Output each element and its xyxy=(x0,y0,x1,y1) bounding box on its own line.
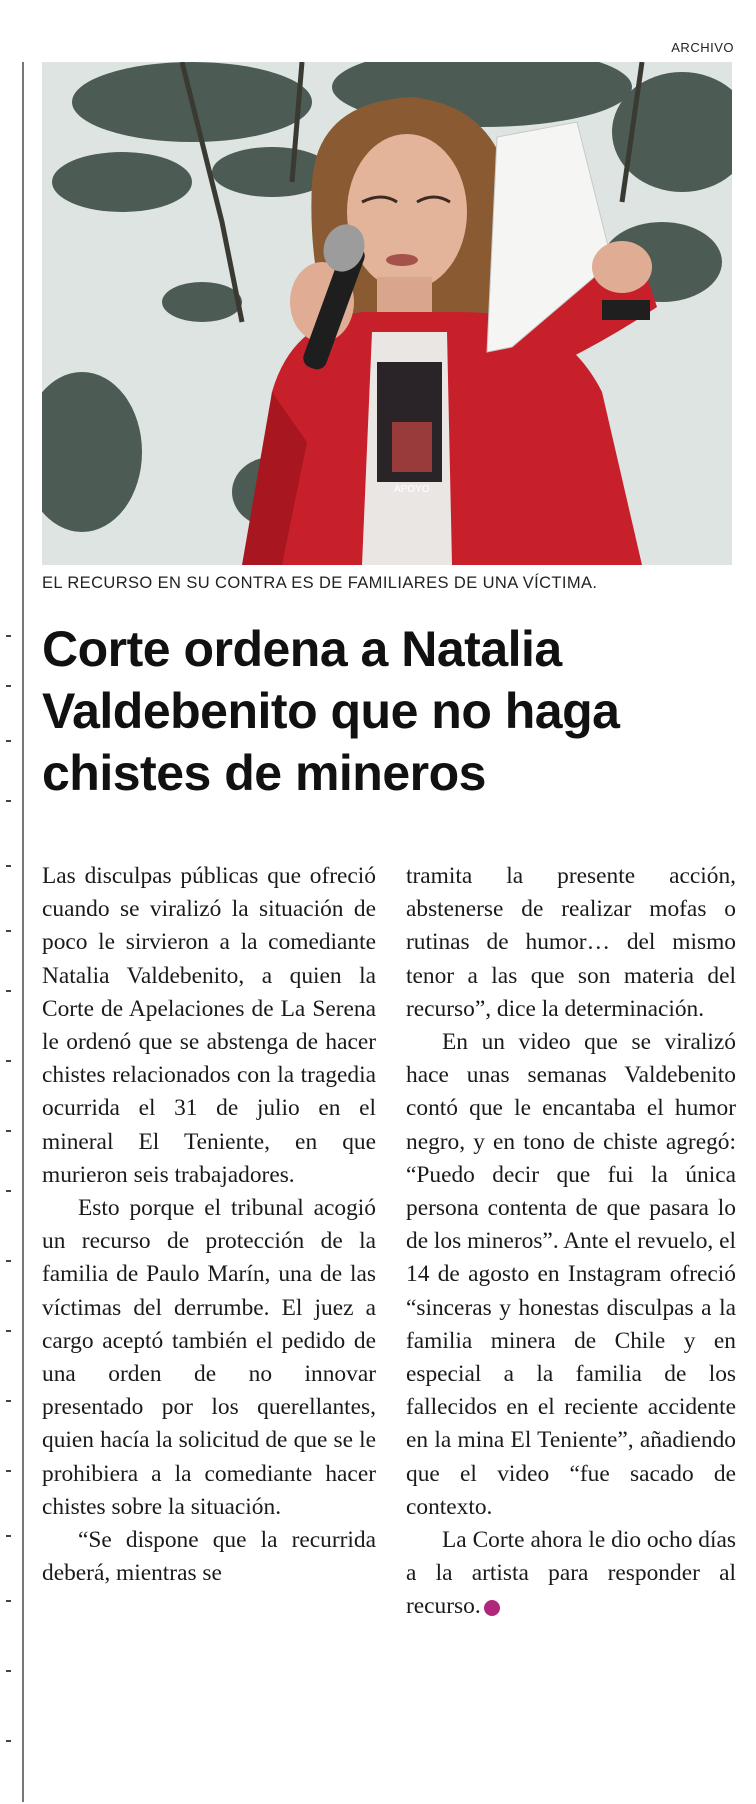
paragraph-text: La Corte ahora le dio ocho días a la artista para responder al recurso. xyxy=(406,1527,736,1620)
paragraph: Esto porque el tribunal acogió un recurso de protección de la familia de Paulo Marín, una de las víctimas del derrumbe. El juez a cargo aceptó también el pedido de una orden de no innovar presentado por los querellantes, quien hacía la solicitud de que se le prohibiera a la comediante hacer chistes sobre la situación. xyxy=(42,1195,376,1520)
paragraph: tramita la presente acción, abstenerse de realizar mofas o rutinas de humor… del mismo tenor a las que son materia del recurso”, dice la determinación. xyxy=(406,863,736,1022)
headline: Corte ordena a Natalia Valdebenito que no haga chistes de mineros xyxy=(42,621,620,801)
paragraph: Las disculpas públicas que ofreció cuando se viralizó la situación de poco le sirvieron a la comediante Natalia Valdebenito, a quien la Corte de Apelaciones de La Serena le ordenó que se abstenga de hacer chistes relacionados con la tragedia ocurrida el 31 de julio en el mineral El Teniente, en que murieron seis trabajadores. xyxy=(42,863,376,1188)
photo-credit: ARCHIVO xyxy=(671,40,734,55)
paragraph: En un video que se viralizó hace unas semanas Valdebenito contó que le encantaba el humor negro, y en tono de chiste agregó: “Puedo decir que fui la única persona contenta de que pasara lo de los mineros”. Ante el revuelo, el 14 de agosto en Instagram ofreció “sinceras y honestas disculpas a la familia minera de Chile y en especial a la familia de los fallecidos en el reciente accidente en la mina El Teniente”, añadiendo que el video “fue sacado de contexto. xyxy=(406,1029,736,1520)
closing-paragraph xyxy=(406,1524,736,1624)
paragraph: “Se dispone que la recurrida deberá, mientras se xyxy=(42,1527,376,1587)
article-column-1 xyxy=(42,860,376,1590)
shirt-print-text: APOYO xyxy=(394,484,430,495)
column-divider xyxy=(22,62,24,1802)
article-column-2 xyxy=(406,860,736,1624)
photo-caption: EL RECURSO EN SU CONTRA ES DE FAMILIARES DE UNA VÍCTIMA. xyxy=(42,574,598,592)
article-photo xyxy=(42,62,732,565)
adjacent-column-fragment xyxy=(0,630,18,1800)
end-of-article-icon: ✪ xyxy=(484,1600,500,1616)
